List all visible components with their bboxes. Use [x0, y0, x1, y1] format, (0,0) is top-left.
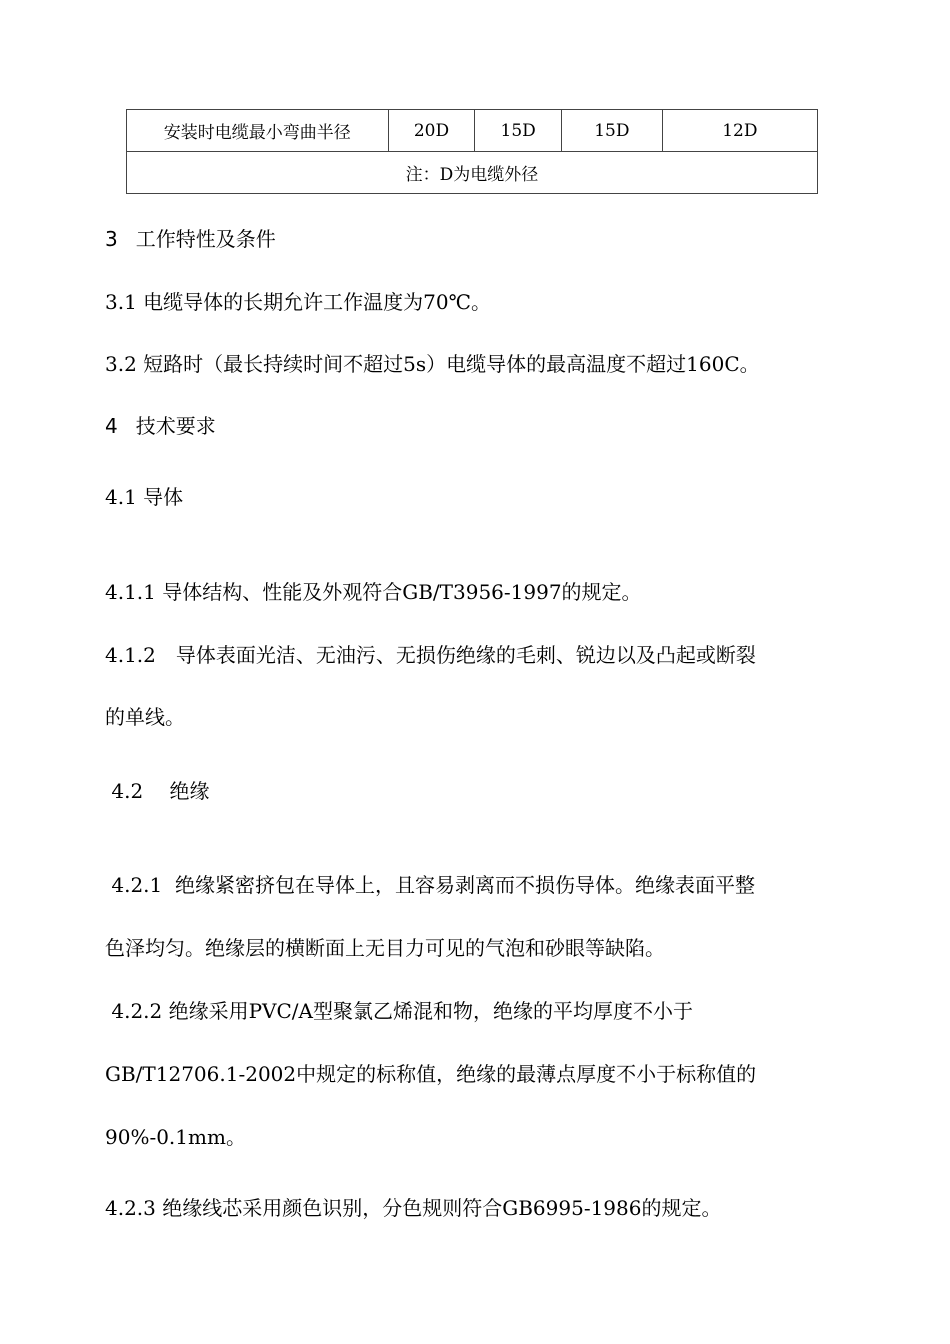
bending-radius-table [126, 109, 818, 194]
table-note-row [127, 152, 818, 194]
paragraph-4-2-2-line2: GB/T12706.1-2002中规定的标称值，绝缘的最薄点厚度不小于标称值的 [105, 1062, 757, 1086]
section-number: 4 [105, 414, 118, 438]
paragraph-4-1: 4.1 导体 [105, 485, 184, 509]
paragraph-4-2-1-line2: 色泽均匀。绝缘层的横断面上无目力可见的气泡和砂眼等缺陷。 [105, 936, 665, 960]
section-3-heading [105, 226, 276, 252]
section-title: 技术要求 [135, 414, 216, 438]
table-cell: 20D [388, 110, 475, 152]
paragraph-4-2-3: 4.2.3 绝缘线芯采用颜色识别，分色规则符合GB6995-1986的规定。 [105, 1196, 722, 1220]
paragraph-3-1: 3.1 电缆导体的长期允许工作温度为70℃。 [105, 290, 491, 314]
paragraph-3-2: 3.2 短路时（最长持续时间不超过5s）电缆导体的最高温度不超过160C。 [105, 352, 760, 376]
section-title: 工作特性及条件 [135, 227, 276, 251]
section-4-heading [105, 413, 216, 439]
table-cell-label: 安装时电缆最小弯曲半径 [127, 110, 389, 152]
table-cell: 12D [662, 110, 817, 152]
paragraph-4-1-2-line1: 4.1.2 导体表面光洁、无油污、无损伤绝缘的毛刺、锐边以及凸起或断裂 [105, 643, 756, 667]
table-row [127, 110, 818, 152]
paragraph-4-1-2-line2: 的单线。 [105, 705, 185, 729]
paragraph-4-1-1: 4.1.1 导体结构、性能及外观符合GB/T3956-1997的规定。 [105, 580, 642, 604]
table-cell: 15D [475, 110, 562, 152]
paragraph-4-2: 4.2 绝缘 [105, 779, 210, 803]
table-note: 注：D为电缆外径 [127, 152, 818, 194]
section-number: 3 [105, 227, 118, 251]
paragraph-4-2-1-line1: 4.2.1 绝缘紧密挤包在导体上，且容易剥离而不损伤导体。绝缘表面平整 [105, 873, 755, 897]
table-cell: 15D [562, 110, 663, 152]
paragraph-4-2-2-line1: 4.2.2 绝缘采用PVC/A型聚氯乙烯混和物，绝缘的平均厚度不小于 [105, 999, 693, 1023]
paragraph-4-2-2-line3: 90%-0.1mm。 [105, 1125, 246, 1149]
